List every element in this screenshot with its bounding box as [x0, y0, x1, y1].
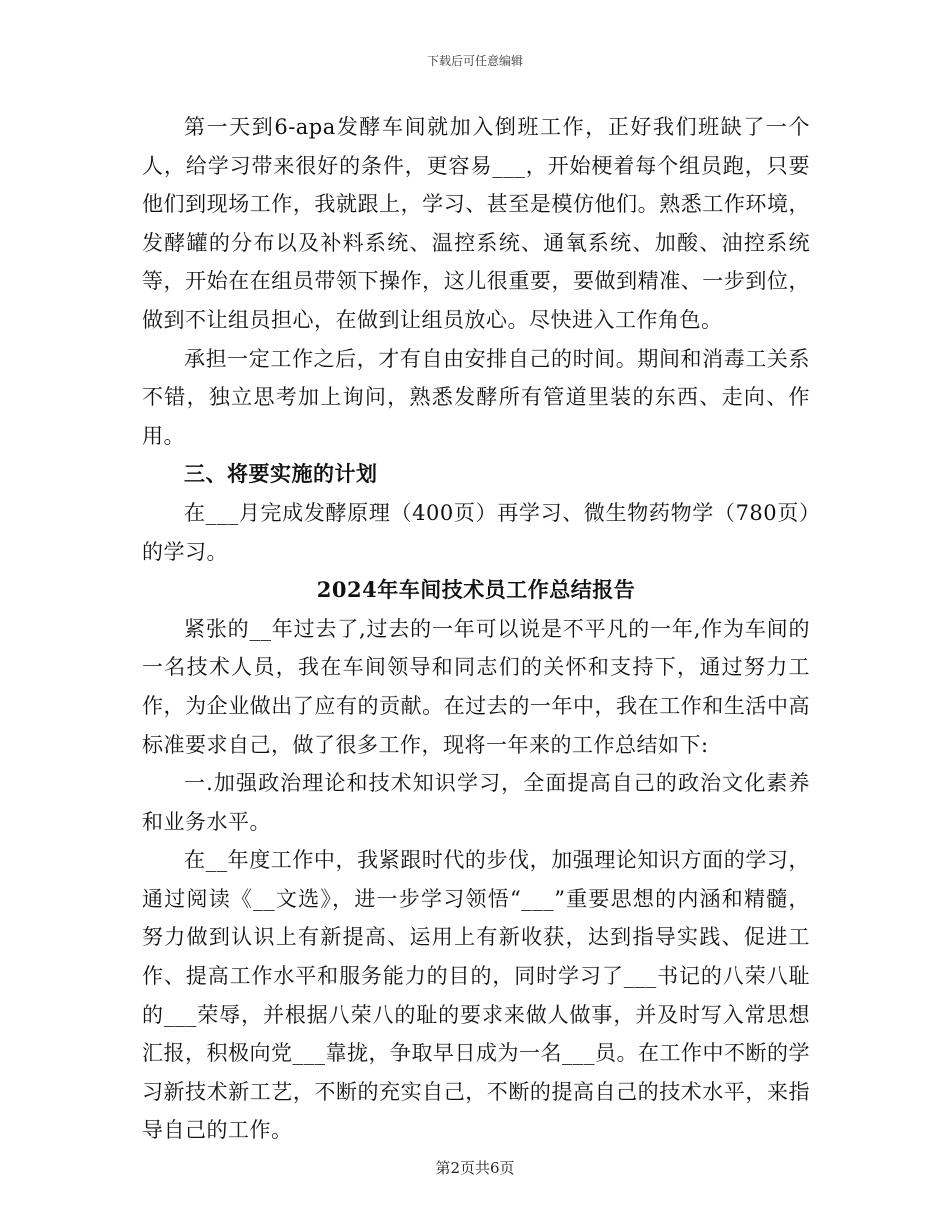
report-title: 2024年车间技术员工作总结报告 — [316, 577, 636, 603]
section-heading: 三、将要实施的计划 — [184, 461, 378, 487]
paragraph: 承担一定工作之后，才有自由安排自己的时间。期间和消毒工关系不错，独立思考加上询问，熟悉发酵所有管道里装的东西、走向、作用。 — [142, 346, 810, 448]
paragraph: 在__年度工作中，我紧跟时代的步伐，加强理论知识方面的学习，通过阅读《__文选》，进一步学习领悟“___”重要思想的内涵和精髓，努力做到认识上有新提高、运用上有新收获，达到指导实践、促进工作、提高工作水平和服务能力的目的，同时学习了___书记的八荣八耻的___荣辱，并根据八荣八的耻的要求来做人做事，并及时写入常思想汇报，积极向党___靠拢，争取早日成为一名___员。在工作中不断的学习新技术新工艺，不断的充实自己，不断的提高自己的技术水平，来指导自己的工作。 — [142, 848, 810, 1143]
document-body — [142, 108, 810, 1150]
page-header: 下载后可任意编辑 — [426, 54, 523, 68]
paragraph: 第一天到6-apa发酵车间就加入倒班工作，正好我们班缺了一个人，给学习带来很好的条件，更容易___，开始梗着每个组员跑，只要他们到现场工作，我就跟上，学习、甚至是模仿他们。熟悉工作环境，发酵罐的分布以及补料系统、温控系统、通氧系统、加酸、油控系统等，开始在在组员带领下操作，这儿很重要，要做到精准、一步到位，做到不让组员担心，在做到让组员放心。尽快进入工作角色。 — [142, 115, 810, 332]
paragraph: 一.加强政治理论和技术知识学习，全面提高自己的政治文化素养和业务水平。 — [142, 771, 810, 834]
paragraph: 紧张的__年过去了,过去的一年可以说是不平凡的一年,作为车间的一名技术人员，我在车间领导和同志们的关怀和支持下，通过努力工作，为企业做出了应有的贡献。在过去的一年中，我在工作和生活中高标准要求自己，做了很多工作，现将一年来的工作总结如下: — [142, 616, 810, 757]
page-footer: 第2页共6页 — [435, 1159, 515, 1177]
paragraph: 在___月完成发酵原理（400页）再学习、微生物药物学（780页）的学习。 — [142, 500, 810, 564]
